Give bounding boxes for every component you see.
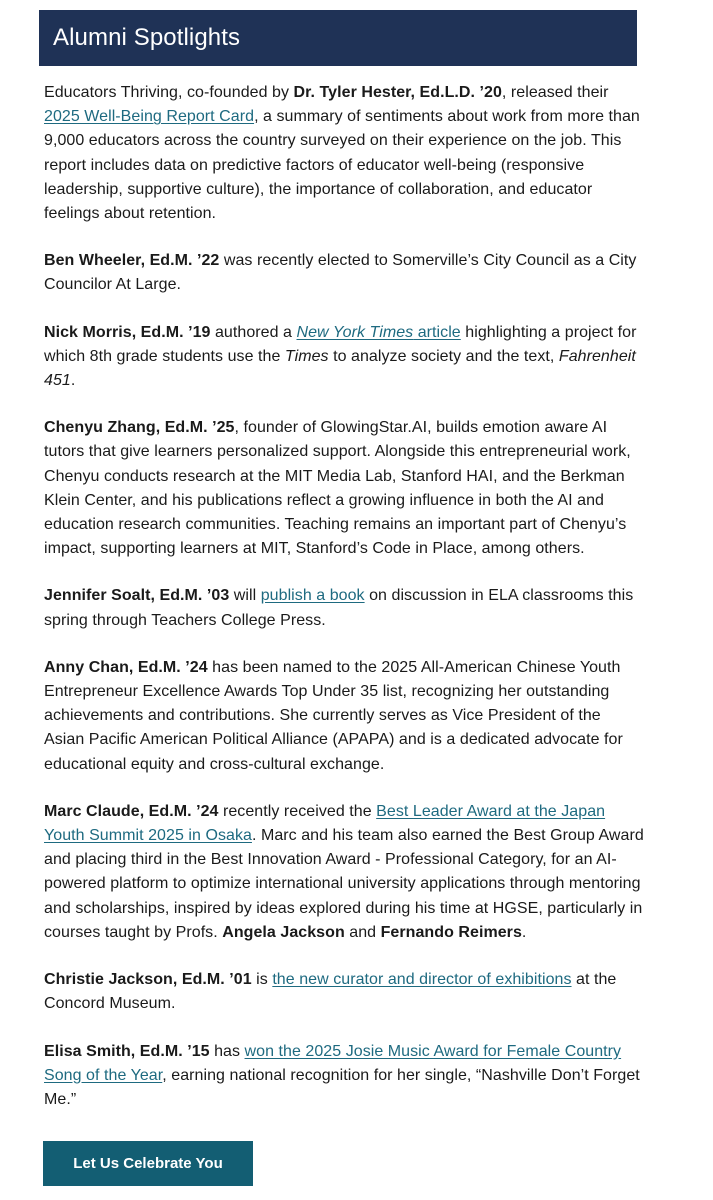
section-title: Alumni Spotlights (53, 24, 241, 51)
text: has been named to the 2025 All-American Chinese Youth Entrepreneur Excellence Awards Top Under 35 list, recognizing her outstanding achievements and contributions. She currently serves as Vice President of the Asian Pacific American Political Alliance (APAPA) and is a dedicated advocate for educational equity and cross-cultural exchange. (44, 658, 623, 773)
text: recently received the (218, 802, 377, 820)
text: authored a (210, 323, 297, 341)
text: was recently elected to Somerville’s City Council as a City Councilor At Large. (44, 252, 637, 294)
josie-award-link[interactable]: won the 2025 Josie Music Award for Female Country Song of the Year (44, 1042, 622, 1084)
text: . Marc and his team also earned the Best Group Award and placing third in the Best Innovation Award - Professional Category, for an AI-powered platform to optimize international university applications through mentoring and scholarships, inspired by ideas explored during his time at HGSE, particularly in courses taught by Profs. (44, 827, 644, 941)
alumni-name: Christie Jackson, Ed.M. ’01 (44, 971, 252, 989)
spotlight-nick-morris (44, 321, 644, 394)
text: at the Concord Museum. (44, 971, 617, 1013)
publication-name: Times (284, 347, 329, 365)
publication-name: New York Times (296, 323, 414, 341)
text: Educators Thriving, co-founded by (44, 84, 294, 101)
report-card-link[interactable]: 2025 Well-Being Report Card (44, 108, 255, 126)
professor-name: Fernando Reimers (380, 923, 522, 941)
text: , founder of GlowingStar.AI, builds emotion aware AI tutors that give learners personalized support. Alongside this entrepreneurial work, Chenyu conducts research at the MIT Media Lab, Stanford HAI, and the Berkman Klein Center, and his publications reflect a growing influence in both the AI and education research communities. Teaching remains an important part of Chenyu’s impact, supporting learners at MIT, Stanford’s Code in Place, among others. (44, 419, 631, 558)
spotlight-christie-jackson (44, 968, 644, 1016)
alumni-name: Marc Claude, Ed.M. ’24 (44, 802, 219, 820)
text: . (521, 923, 527, 941)
alumni-name: Dr. Tyler Hester, Ed.L.D. ’20 (293, 84, 502, 101)
alumni-name: Ben Wheeler, Ed.M. ’22 (44, 252, 220, 270)
spotlight-chenyu-zhang (44, 416, 644, 561)
text: , a summary of sentiments about work from more than 9,000 educators across the country surveyed on their experience on the job. This report includes data on predictive factors of educator well-being (responsive leadership, supportive culture), the importance of collaboration, and educator feelings about retention. (44, 108, 640, 223)
best-leader-award-link[interactable]: Best Leader Award at the Japan Youth Summit 2025 in Osaka (44, 802, 606, 845)
alumni-name: Chenyu Zhang, Ed.M. ’25 (44, 419, 235, 437)
let-us-celebrate-you-button[interactable]: Let Us Celebrate You (43, 1141, 253, 1186)
text: on discussion in ELA classrooms this spring through Teachers College Press. (44, 587, 634, 629)
link-text: article (413, 323, 461, 341)
text: and (344, 923, 381, 941)
spotlight-tyler-hester (44, 81, 644, 226)
text: will (229, 587, 261, 605)
spotlights-list (44, 81, 644, 1135)
alumni-name: Nick Morris, Ed.M. ’19 (44, 323, 211, 341)
text: to analyze society and the text, (328, 347, 559, 365)
professor-name: Angela Jackson (222, 923, 345, 941)
spotlight-anny-chan (44, 656, 644, 777)
text: . (70, 372, 76, 390)
spotlight-ben-wheeler (44, 249, 644, 297)
spotlight-elisa-smith (44, 1040, 644, 1113)
spotlight-jennifer-soalt (44, 584, 644, 632)
book-title: Fahrenheit 451 (44, 347, 636, 390)
text: is (251, 971, 273, 989)
text: , released their (501, 84, 609, 101)
nyt-article-link[interactable] (296, 324, 460, 341)
alumni-name: Jennifer Soalt, Ed.M. ’03 (44, 587, 230, 605)
spotlight-marc-claude (44, 800, 644, 945)
text: highlighting a project for which 8th grade students use the (44, 323, 637, 365)
text: , earning national recognition for her single, “Nashville Don’t Forget Me.” (44, 1066, 640, 1108)
publish-book-link[interactable]: publish a book (260, 587, 365, 605)
text: has (209, 1042, 245, 1060)
section-header (39, 10, 637, 66)
curator-link[interactable]: the new curator and director of exhibitions (272, 971, 572, 989)
alumni-name: Elisa Smith, Ed.M. ’15 (44, 1042, 210, 1060)
alumni-name: Anny Chan, Ed.M. ’24 (44, 658, 208, 676)
